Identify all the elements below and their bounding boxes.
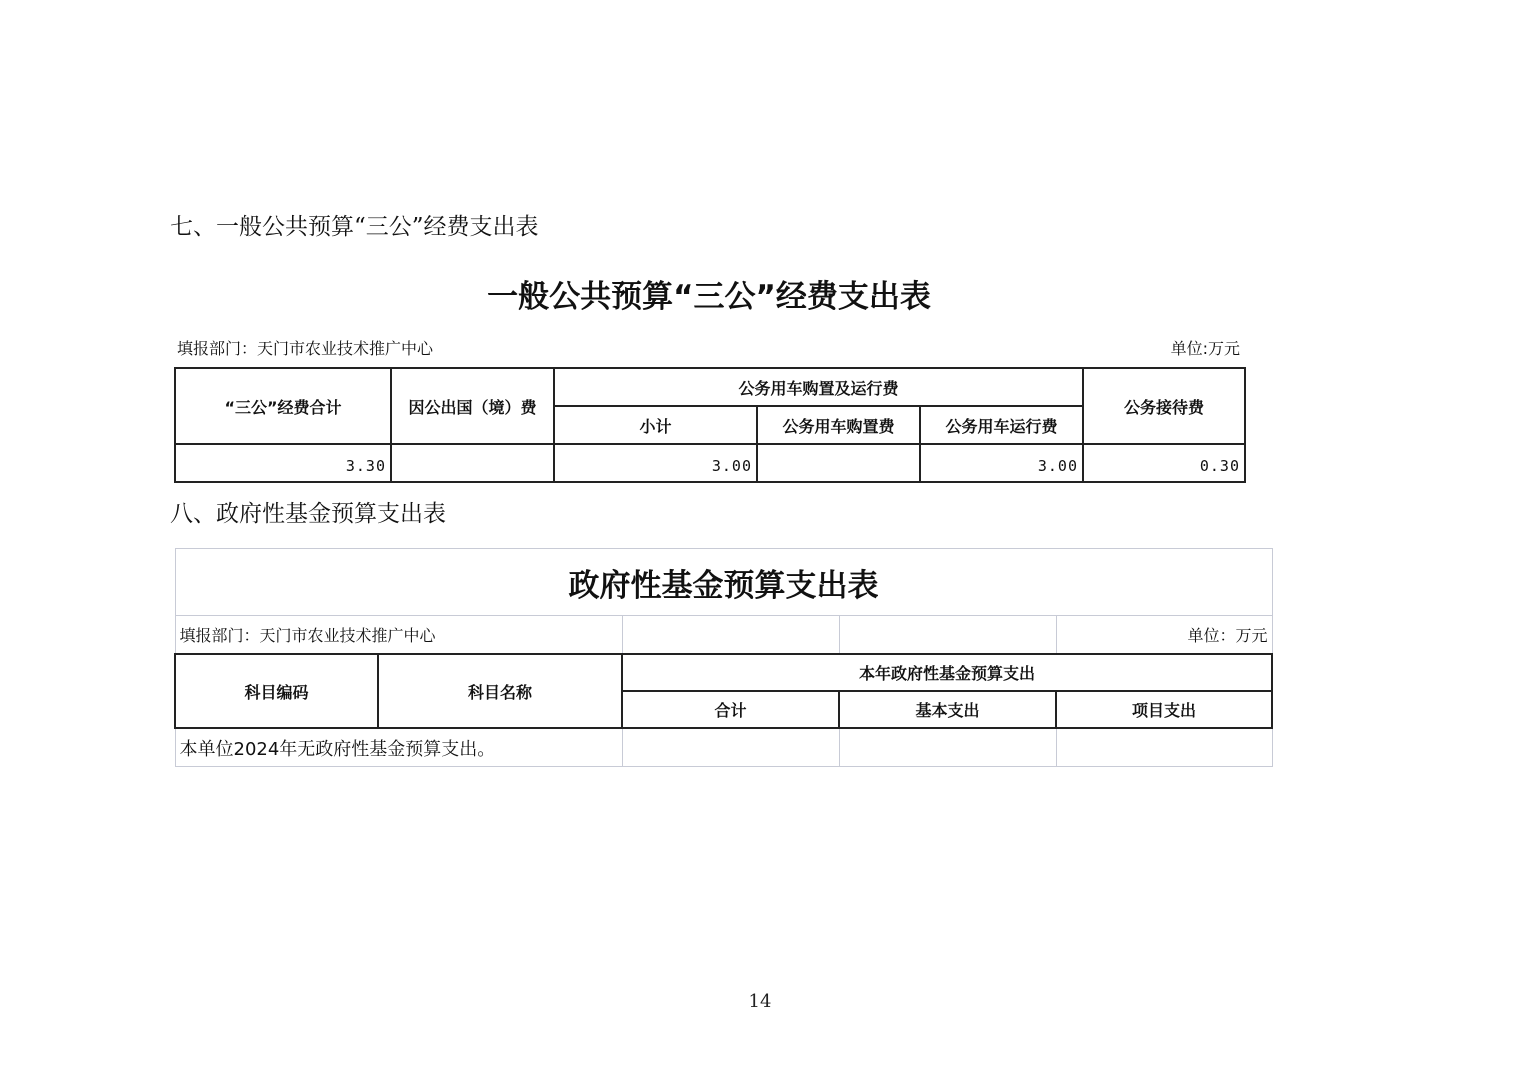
cell-vehicle-operation: 3.00: [920, 444, 1083, 482]
header-three-public-total: “三公”经费合计: [175, 368, 391, 444]
three-public-table: [174, 367, 1246, 483]
header-gov-fund-group: 本年政府性基金预算支出: [622, 654, 1272, 691]
cell-subtotal: 3.00: [554, 444, 757, 482]
gov-fund-dept-label: 填报部门：天门市农业技术推广中心: [175, 616, 622, 655]
three-public-unit-label: 单位:万元: [1170, 339, 1240, 358]
header-subtotal: 小计: [554, 406, 757, 444]
section7-heading: 七、一般公共预算“三公”经费支出表: [170, 214, 539, 240]
cell-reception-fee: 0.30: [1083, 444, 1245, 482]
header-total: 合计: [622, 691, 839, 728]
empty-cell: [622, 616, 839, 655]
header-vehicle-group: 公务用车购置及运行费: [554, 368, 1083, 406]
gov-fund-table: [174, 548, 1273, 767]
header-subject-code: 科目编码: [175, 654, 378, 728]
empty-cell: [839, 728, 1056, 767]
three-public-table-title: 一般公共预算“三公”经费支出表: [487, 279, 931, 315]
empty-cell: [622, 728, 839, 767]
header-reception-fee: 公务接待费: [1083, 368, 1245, 444]
header-project-expenditure: 项目支出: [1056, 691, 1272, 728]
three-public-dept-label: 填报部门：天门市农业技术推广中心: [177, 339, 434, 358]
page-number: 14: [748, 991, 772, 1012]
cell-vehicle-purchase: [757, 444, 920, 482]
table-row: [175, 444, 1245, 482]
section8-heading: 八、政府性基金预算支出表: [170, 501, 446, 527]
gov-fund-note: 本单位2024年无政府性基金预算支出。: [175, 728, 622, 767]
gov-fund-unit-label: 单位：万元: [1056, 616, 1272, 655]
cell-three-public-total: 3.30: [175, 444, 391, 482]
header-vehicle-purchase: 公务用车购置费: [757, 406, 920, 444]
empty-cell: [1056, 728, 1272, 767]
table-row: [175, 728, 1272, 767]
gov-fund-table-title: 政府性基金预算支出表: [175, 549, 1272, 616]
header-vehicle-operation: 公务用车运行费: [920, 406, 1083, 444]
cell-abroad-fee: [391, 444, 554, 482]
header-subject-name: 科目名称: [378, 654, 622, 728]
gov-fund-table-wrapper: [174, 548, 1271, 767]
header-basic-expenditure: 基本支出: [839, 691, 1056, 728]
empty-cell: [839, 616, 1056, 655]
header-abroad-fee: 因公出国（境）费: [391, 368, 554, 444]
